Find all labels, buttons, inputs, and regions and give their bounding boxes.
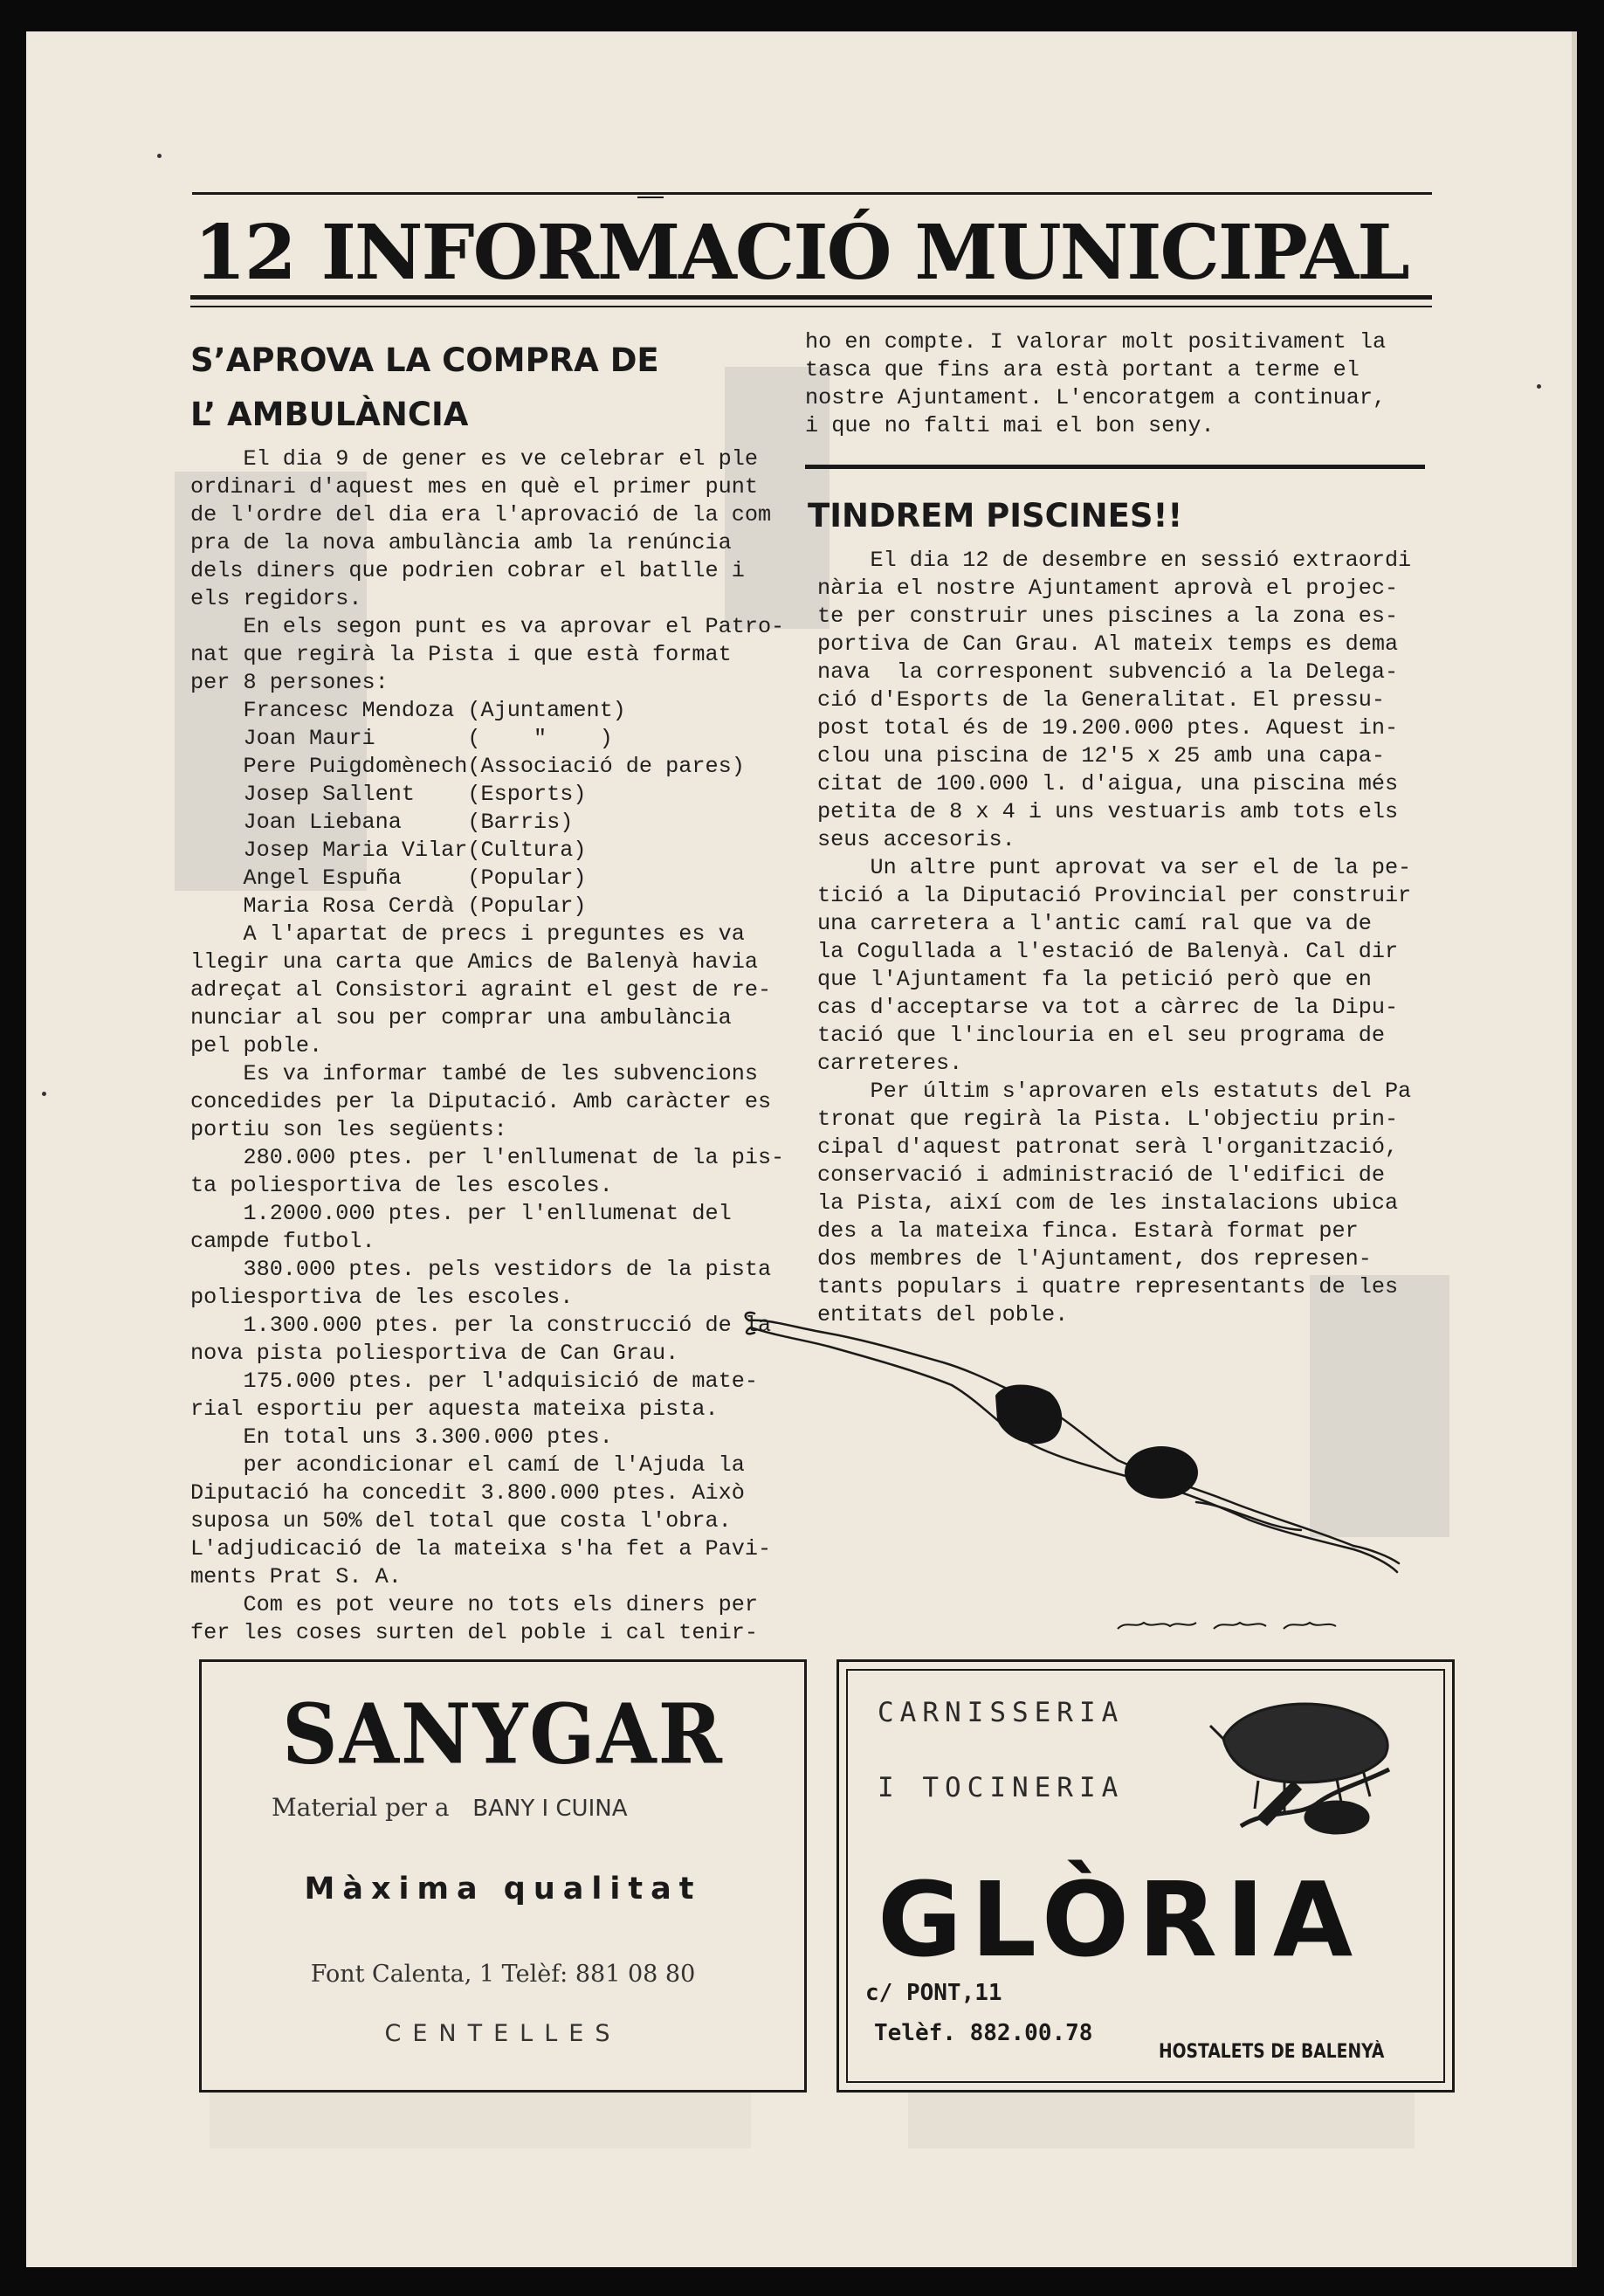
text-line: tants populars i quatre representants de les: [817, 1274, 1399, 1300]
text-line: 280.000 ptes. per l'enllumenat de la pis-: [190, 1145, 785, 1170]
text-line: concedides per la Diputació. Amb caràcter es: [190, 1089, 772, 1114]
text-line: carreteres.: [817, 1051, 963, 1076]
text-line: nava la corresponent subvenció a la Delega-: [817, 659, 1399, 685]
text-line: ho en compte. I valorar molt positivament la: [805, 329, 1387, 355]
text-line: i que no falti mai el bon seny.: [805, 413, 1215, 438]
article-continuation: [805, 328, 1386, 440]
text-line: Per últim s'aprovaren els estatuts del Pa: [817, 1079, 1412, 1104]
text-line: nat que regirà la Pista i que està format: [190, 642, 732, 667]
header-top-rule: [192, 192, 1432, 195]
page-heading: [194, 209, 1408, 297]
text-line: poliesportiva de les escoles.: [190, 1285, 574, 1310]
text-line: ments Prat S. A.: [190, 1564, 402, 1589]
text-line: 175.000 ptes. per l'adquisició de mate-: [190, 1369, 758, 1394]
text-line: tasca que fins ara està portant a terme el: [805, 357, 1360, 383]
ad-sanygar-brand: SANYGAR: [282, 1684, 724, 1783]
article-title-line2: L’ AMBULÀNCIA: [190, 396, 469, 433]
column-divider-rule: [805, 465, 1425, 469]
text-line: pra de la nova ambulància amb la renúncia: [190, 530, 732, 555]
text-line: Joan Mauri ( " ): [190, 726, 613, 751]
header-accent: [637, 197, 664, 198]
diver-illustration: [742, 1301, 1423, 1633]
header-underline: [190, 306, 1432, 307]
text-line: En total uns 3.300.000 ptes.: [190, 1424, 613, 1450]
paper-speck: [42, 1092, 46, 1096]
text-line: Josep Sallent (Esports): [190, 782, 587, 807]
text-line: te per construir unes piscines a la zona es-: [817, 603, 1399, 629]
text-line: Diputació ha concedit 3.800.000 ptes. Això: [190, 1480, 745, 1506]
page-number: 12: [194, 209, 295, 297]
article-title-line1: S’APROVA LA COMPRA DE: [190, 341, 659, 379]
text-line: nària el nostre Ajuntament aprovà el projec-: [817, 576, 1399, 601]
text-line: portiva de Can Grau. Al mateix temps es dema: [817, 631, 1399, 657]
ad-gloria-phone: Telèf. 882.00.78: [874, 2020, 1093, 2046]
ad-sanygar-quality: Màxima qualitat: [304, 1872, 702, 1906]
text-line: 1.2000.000 ptes. per l'enllumenat del: [190, 1201, 732, 1226]
page-edge: [1572, 31, 1577, 2267]
section-title: INFORMACIÓ MUNICIPAL: [320, 209, 1408, 297]
text-line: que l'Ajuntament fa la petició però que en: [817, 967, 1372, 992]
text-line: per acondicionar el camí de l'Ajuda la: [190, 1452, 745, 1478]
text-line: A l'apartat de precs i preguntes es va: [190, 921, 745, 947]
text-line: ta poliesportiva de les escoles.: [190, 1173, 613, 1198]
text-line: suposa un 50% del total que costa l'obra.: [190, 1508, 732, 1534]
text-line: adreçat al Consistori agraint el gest de re-: [190, 977, 772, 1003]
text-line: cipal d'aquest patronat serà l'organització,: [817, 1134, 1399, 1160]
text-line: una carretera a l'antic camí ral que va de: [817, 911, 1372, 936]
text-line: entitats del poble.: [817, 1302, 1069, 1327]
article-body: [190, 445, 784, 1647]
text-line: El dia 12 de desembre en sessió extraordi: [817, 548, 1412, 573]
text-line: per 8 persones:: [190, 670, 389, 695]
ad-sanygar-town: CENTELLES: [384, 2020, 622, 2047]
text-line: els regidors.: [190, 586, 362, 611]
article2-title: TINDREM PISCINES!!: [808, 497, 1183, 534]
paper-speck: [157, 154, 162, 158]
text-line: portiu son les següents:: [190, 1117, 507, 1142]
article-title: [190, 334, 659, 442]
ad-sanygar-address: Font Calenta, 1 Telèf: 881 08 80: [310, 1961, 696, 1988]
text-line: Es va informar també de les subvencions: [190, 1061, 758, 1086]
text-line: Pere Puigdomènech(Associació de pares): [190, 754, 745, 779]
text-line: dels diners que podrien cobrar el batlle i: [190, 558, 745, 583]
text-line: El dia 9 de gener es ve celebrar el ple: [190, 446, 758, 472]
text-line: Joan Liebana (Barris): [190, 810, 574, 835]
text-line: L'adjudicació de la mateixa s'ha fet a Pavi-: [190, 1536, 772, 1562]
text-line: campde futbol.: [190, 1229, 375, 1254]
ad-gloria: [836, 1659, 1455, 2093]
swimmer-head: [1125, 1446, 1198, 1499]
text-line: conservació i administració de l'edifici de: [817, 1162, 1385, 1188]
text-line: la Cogullada a l'estació de Balenyà. Cal dir: [817, 939, 1399, 964]
text-line: Francesc Mendoza (Ajuntament): [190, 698, 626, 723]
ad-gloria-street: c/ PONT,11: [865, 1980, 1002, 2006]
ad-sanygar-sub-prefix: Material per a: [272, 1793, 450, 1822]
text-line: tició a la Diputació Provincial per construir: [817, 883, 1412, 908]
text-line: citat de 100.000 l. d'aigua, una piscina més: [817, 771, 1399, 796]
ad-sanygar: [199, 1659, 807, 2093]
text-line: Angel Espuña (Popular): [190, 865, 587, 891]
ad-gloria-place: HOSTALETS DE BALENYÀ: [1159, 2041, 1385, 2063]
text-line: rial esportiu per aquesta mateixa pista.: [190, 1396, 719, 1422]
text-line: Un altre punt aprovat va ser el de la pe-: [817, 855, 1412, 880]
text-line: tronat que regirà la Pista. L'objectiu prin-: [817, 1107, 1399, 1132]
text-line: nunciar al sou per comprar una ambulància: [190, 1005, 732, 1031]
text-line: 1.300.000 ptes. per la construcció de la: [190, 1313, 772, 1338]
paper-speck: [1537, 384, 1541, 389]
ad-gloria-line2: I TOCINERIA: [878, 1772, 1125, 1803]
text-line: pel poble.: [190, 1033, 323, 1058]
text-line: la Pista, així com de les instalacions ubica: [817, 1190, 1399, 1216]
text-line: fer les coses surten del poble i cal tenir-: [190, 1620, 758, 1645]
text-line: seus accesoris.: [817, 827, 1015, 852]
ad-sanygar-sub-caps: BANY I CUINA: [472, 1796, 628, 1822]
ad-gloria-name: GLÒRIA: [878, 1859, 1362, 1980]
text-line: ció d'Esports de la Generalitat. El pressu-: [817, 687, 1385, 713]
article2-body: [817, 547, 1411, 1329]
text-line: Maria Rosa Cerdà (Popular): [190, 893, 587, 919]
text-line: clou una piscina de 12'5 x 25 amb una capa-: [817, 743, 1385, 769]
text-line: cas d'acceptarse va tot a càrrec de la Dipu-: [817, 995, 1399, 1020]
text-line: llegir una carta que Amics de Balenyà havia: [190, 949, 758, 975]
ad-sanygar-subtitle: [272, 1793, 628, 1822]
text-line: Com es pot veure no tots els diners per: [190, 1592, 758, 1617]
text-line: En els segon punt es va aprovar el Patro-: [190, 614, 785, 639]
ad-gloria-line1: CARNISSERIA: [878, 1697, 1125, 1728]
text-line: Josep Maria Vilar(Cultura): [190, 838, 587, 863]
text-line: des a la mateixa finca. Estarà format per: [817, 1218, 1359, 1244]
text-line: nova pista poliesportiva de Can Grau.: [190, 1341, 679, 1366]
text-line: 380.000 ptes. pels vestidors de la pista: [190, 1257, 772, 1282]
text-line: tació que l'inclouria en el seu programa de: [817, 1023, 1385, 1048]
text-line: ordinari d'aquest mes en què el primer punt: [190, 474, 758, 500]
text-line: nostre Ajuntament. L'encoratgem a continuar,: [805, 385, 1387, 410]
text-line: petita de 8 x 4 i uns vestuaris amb tots els: [817, 799, 1399, 824]
text-line: de l'ordre del dia era l'aprovació de la com: [190, 502, 772, 527]
text-line: post total és de 19.200.000 ptes. Aquest in-: [817, 715, 1399, 741]
text-line: dos membres de l'Ajuntament, dos represen-: [817, 1246, 1372, 1272]
pig-logo: [1206, 1686, 1407, 1844]
swimsuit: [995, 1384, 1062, 1444]
